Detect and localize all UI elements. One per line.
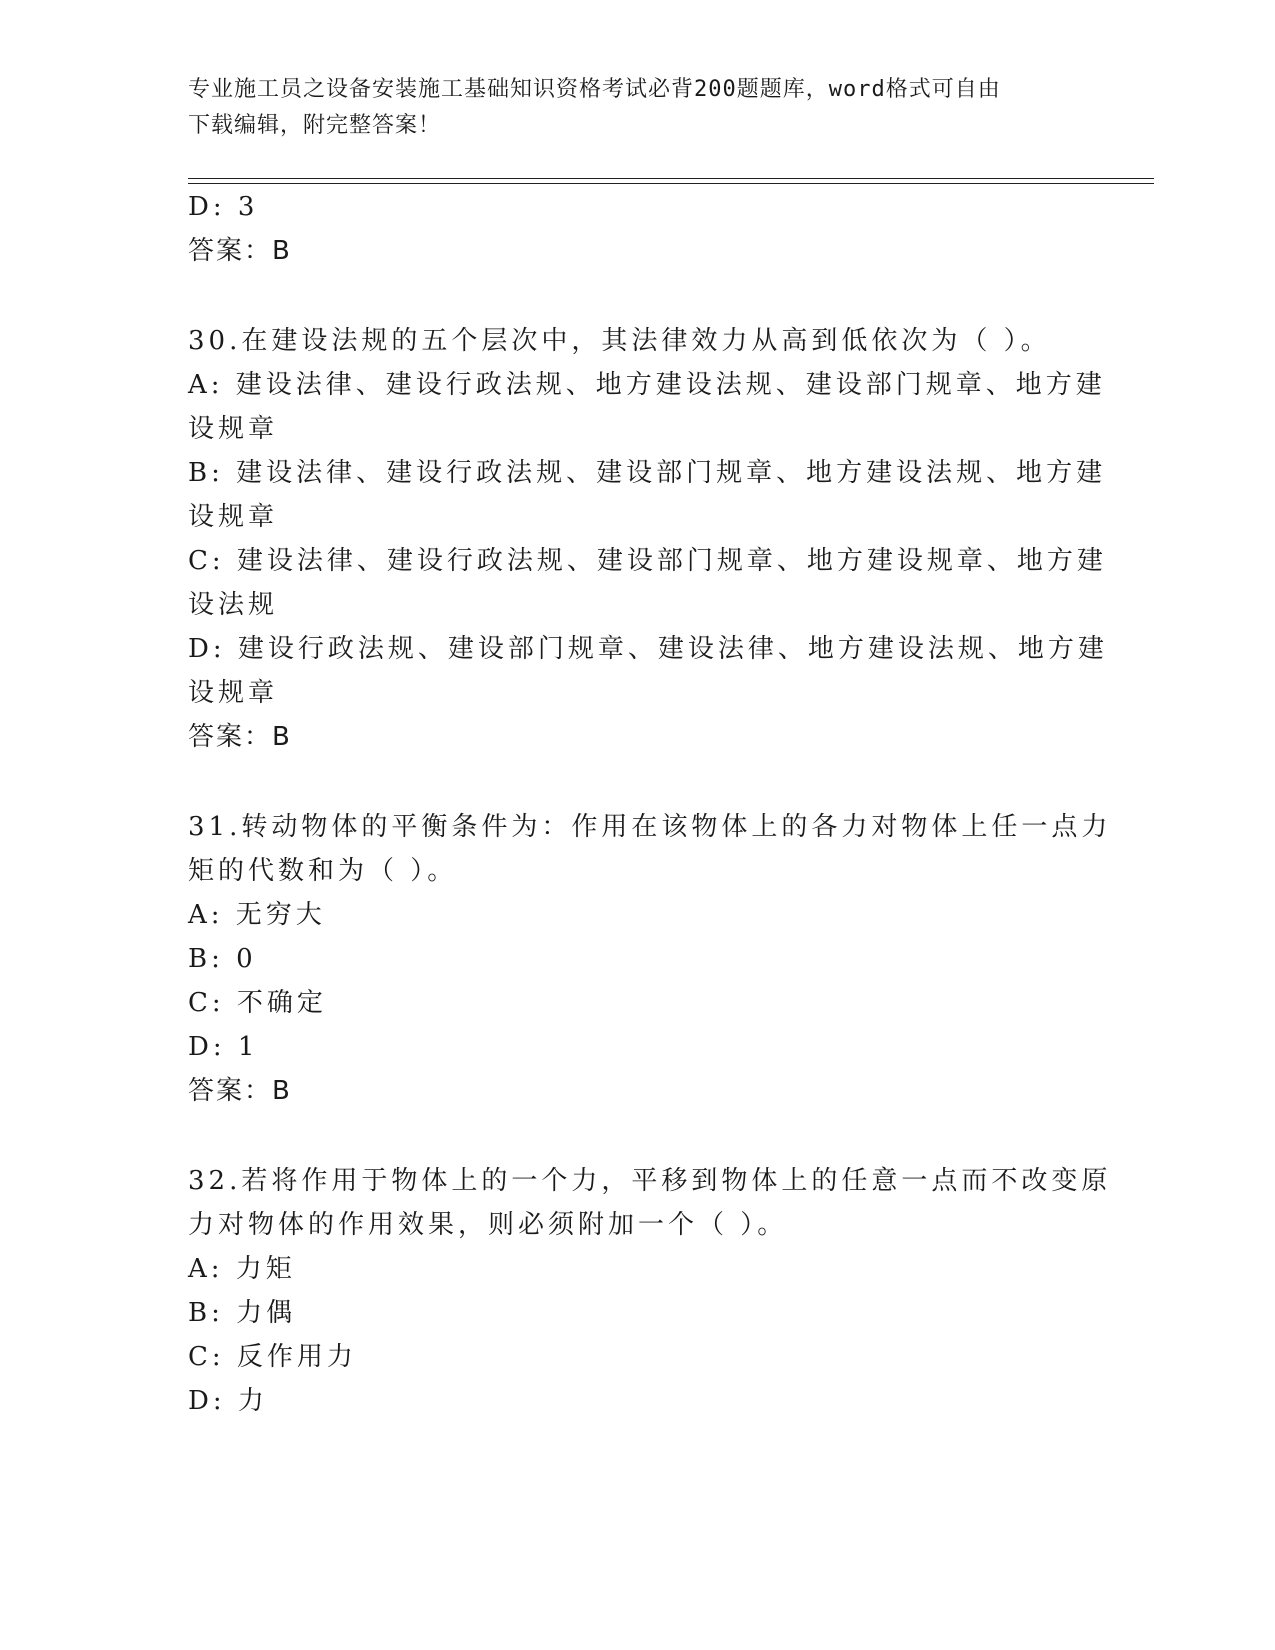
q31-answer: 答案：B [188, 1076, 292, 1106]
q31-option-b: B: 0 [188, 944, 257, 974]
q31-option-c: C: 不确定 [188, 988, 327, 1018]
q30-stem: 30.在建设法规的五个层次中，其法律效力从高到低依次为（ ）。 [188, 326, 1051, 356]
q30-option-b-cont: 设规章 [188, 502, 279, 532]
header-divider-bottom [188, 183, 1154, 184]
q31-option-a: A: 无穷大 [188, 900, 326, 930]
q29-option-d: D: 3 [188, 192, 259, 222]
q31-option-d: D: 1 [188, 1032, 259, 1062]
q30-option-d: D: 建设行政法规、建设部门规章、建设法律、地方建设法规、地方建 [188, 634, 1108, 664]
header-line-1: 专业施工员之设备安装施工基础知识资格考试必背200题题库，word格式可自由 [188, 77, 1001, 102]
header-divider-top [188, 178, 1154, 179]
document-header [188, 72, 1068, 144]
q30-option-b: B: 建设法律、建设行政法规、建设部门规章、地方建设法规、地方建 [188, 458, 1107, 488]
q30-option-c: C: 建设法律、建设行政法规、建设部门规章、地方建设规章、地方建 [188, 546, 1107, 576]
q30-answer: 答案：B [188, 722, 292, 752]
q32-stem: 32.若将作用于物体上的一个力，平移到物体上的任意一点而不改变原 [188, 1166, 1112, 1196]
q32-stem-cont: 力对物体的作用效果，则必须附加一个（ ）。 [188, 1210, 788, 1240]
q31-stem-cont: 矩的代数和为（ ）。 [188, 856, 458, 886]
q32-option-c: C: 反作用力 [188, 1342, 357, 1372]
q31-stem: 31.转动物体的平衡条件为：作用在该物体上的各力对物体上任一点力 [188, 812, 1112, 842]
q30-option-a: A: 建设法律、建设行政法规、地方建设法规、建设部门规章、地方建 [188, 370, 1106, 400]
q30-option-a-cont: 设规章 [188, 414, 279, 444]
q29-answer: 答案：B [188, 236, 292, 266]
header-line-2: 下载编辑，附完整答案！ [188, 113, 442, 138]
q32-option-a: A: 力矩 [188, 1254, 296, 1284]
q32-option-b: B: 力偶 [188, 1298, 297, 1328]
q30-option-c-cont: 设法规 [188, 590, 279, 620]
q30-option-d-cont: 设规章 [188, 678, 279, 708]
q32-option-d: D: 力 [188, 1386, 268, 1416]
